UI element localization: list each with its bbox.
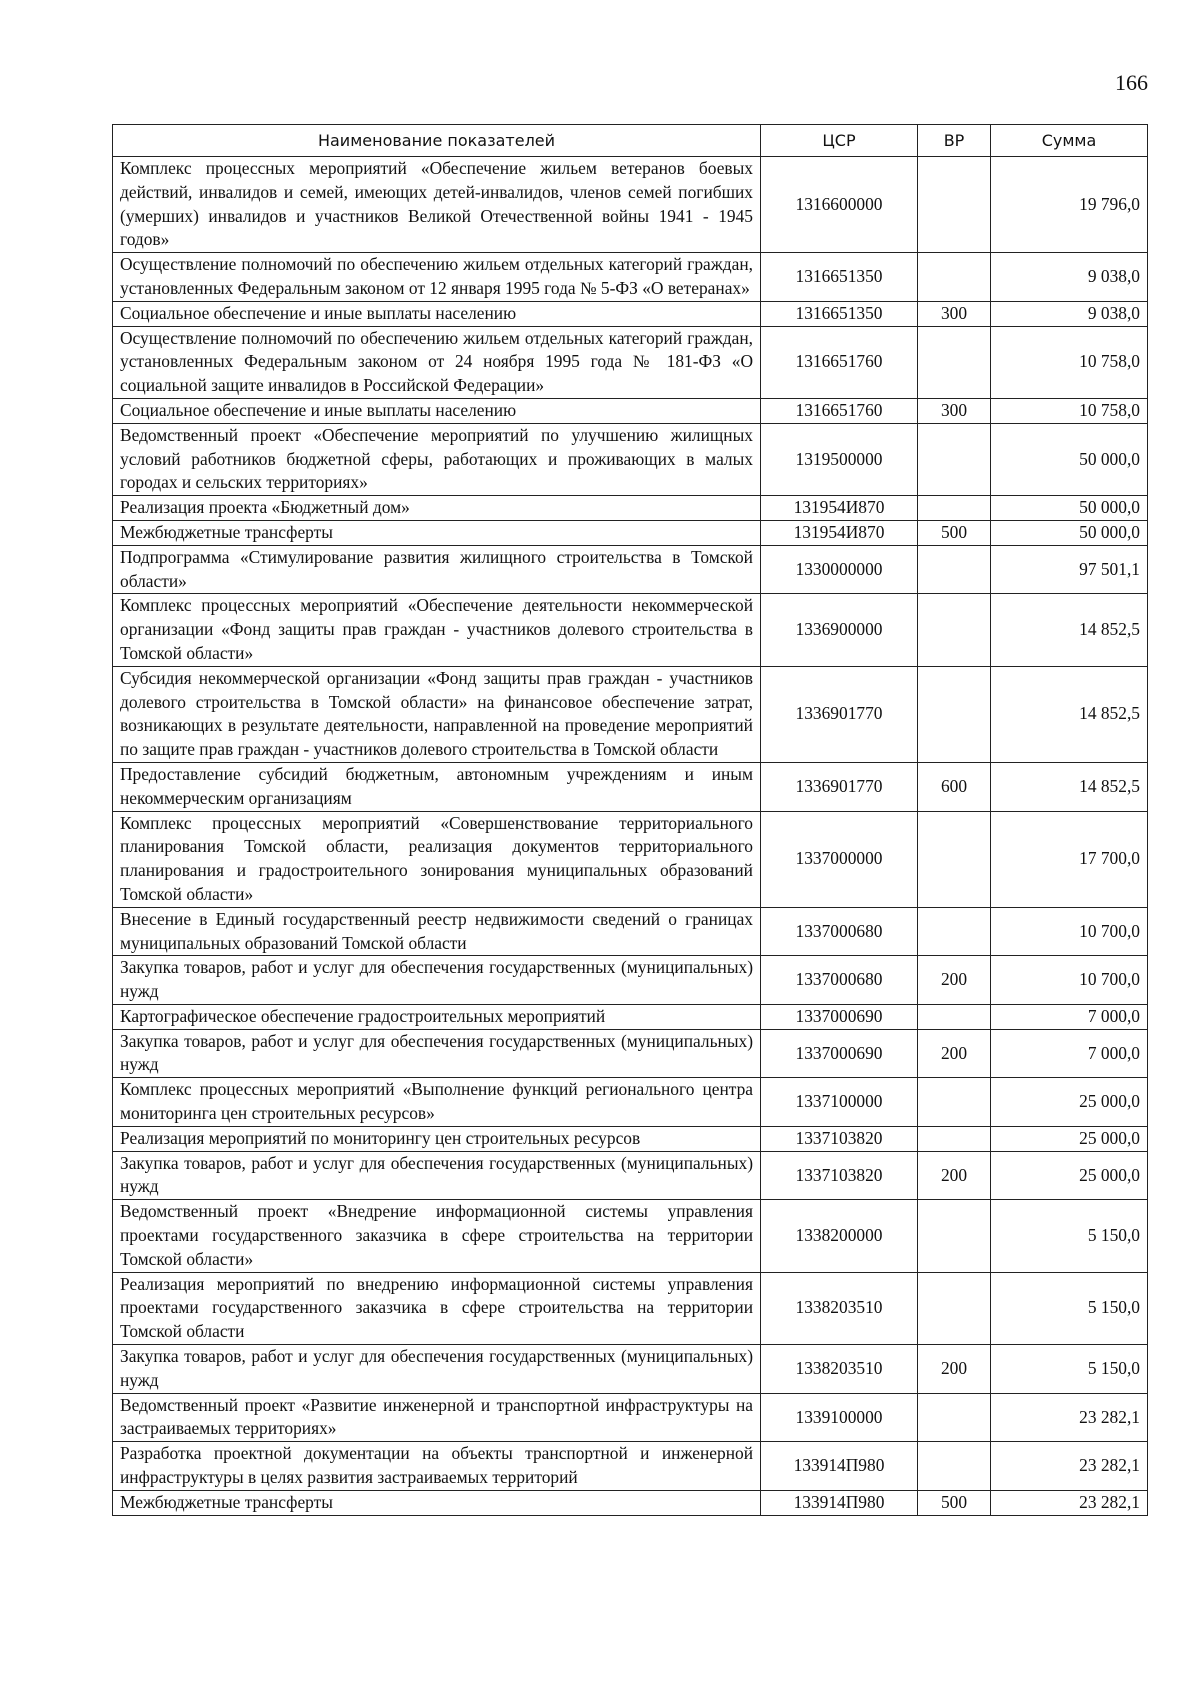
row-vr — [918, 1004, 991, 1029]
row-sum: 25 000,0 — [991, 1126, 1148, 1151]
row-code: 133914П980 — [761, 1442, 918, 1491]
row-code: 1316651760 — [761, 326, 918, 398]
table-row — [113, 1078, 1148, 1127]
row-vr — [918, 1126, 991, 1151]
row-code: 131954И870 — [761, 520, 918, 545]
row-name: Комплекс процессных мероприятий «Выполнение функций регионального центра мониторинга цен строительных ресурсов» — [113, 1078, 761, 1127]
row-name: Закупка товаров, работ и услуг для обеспечения государственных (муниципальных) нужд — [113, 956, 761, 1005]
row-code: 1338203510 — [761, 1345, 918, 1394]
table-row — [113, 1490, 1148, 1515]
table-row — [113, 398, 1148, 423]
row-name: Комплекс процессных мероприятий «Совершенствование территориального планирования Томской области, реализация документов территориального планирования и градостроительного зонирования муниципальных образований Томской области» — [113, 811, 761, 907]
row-vr: 500 — [918, 1490, 991, 1515]
row-vr: 500 — [918, 520, 991, 545]
table-row — [113, 326, 1148, 398]
table-row — [113, 301, 1148, 326]
row-name: Ведомственный проект «Внедрение информационной системы управления проектами государственного заказчика в сфере строительства на территории Томской области» — [113, 1200, 761, 1272]
row-vr — [918, 326, 991, 398]
row-sum: 17 700,0 — [991, 811, 1148, 907]
row-vr: 200 — [918, 1345, 991, 1394]
row-code: 1337000000 — [761, 811, 918, 907]
table-row — [113, 496, 1148, 521]
row-code: 1339100000 — [761, 1393, 918, 1442]
row-code: 1338200000 — [761, 1200, 918, 1272]
row-name: Ведомственный проект «Развитие инженерной и транспортной инфраструктуры на застраиваемых территориях» — [113, 1393, 761, 1442]
row-sum: 7 000,0 — [991, 1029, 1148, 1078]
table-row — [113, 1345, 1148, 1394]
row-vr: 300 — [918, 398, 991, 423]
row-code: 1336900000 — [761, 594, 918, 666]
header-name: Наименование показателей — [113, 125, 761, 157]
row-code: 1316651350 — [761, 301, 918, 326]
row-vr — [918, 496, 991, 521]
row-name: Закупка товаров, работ и услуг для обеспечения государственных (муниципальных) нужд — [113, 1151, 761, 1200]
row-name: Осуществление полномочий по обеспечению жильем отдельных категорий граждан, установленных Федеральным законом от 24 ноября 1995 года № 181-ФЗ «О социальной защите инвалидов в Российской Федерации» — [113, 326, 761, 398]
row-code: 1337000690 — [761, 1029, 918, 1078]
row-vr — [918, 1078, 991, 1127]
table-row — [113, 1200, 1148, 1272]
row-vr — [918, 423, 991, 495]
row-vr — [918, 594, 991, 666]
row-code: 133914П980 — [761, 1490, 918, 1515]
row-vr — [918, 907, 991, 956]
row-sum: 50 000,0 — [991, 496, 1148, 521]
row-sum: 9 038,0 — [991, 253, 1148, 302]
row-vr — [918, 253, 991, 302]
row-name: Картографическое обеспечение градостроительных мероприятий — [113, 1004, 761, 1029]
row-name: Субсидия некоммерческой организации «Фонд защиты прав граждан - участников долевого строительства в Томской области» на финансовое обеспечение затрат, возникающих в результате деятельности, направленной на проведение мероприятий по защите прав граждан - участников долевого строительства в Томской области — [113, 666, 761, 762]
row-code: 1316651350 — [761, 253, 918, 302]
row-name: Подпрограмма «Стимулирование развития жилищного строительства в Томской области» — [113, 545, 761, 594]
table-row — [113, 1029, 1148, 1078]
row-vr — [918, 1272, 991, 1344]
row-name: Межбюджетные трансферты — [113, 520, 761, 545]
row-vr — [918, 545, 991, 594]
row-code: 1330000000 — [761, 545, 918, 594]
row-sum: 10 758,0 — [991, 398, 1148, 423]
row-sum: 97 501,1 — [991, 545, 1148, 594]
row-sum: 10 700,0 — [991, 956, 1148, 1005]
row-sum: 14 852,5 — [991, 762, 1148, 811]
table-row — [113, 907, 1148, 956]
row-sum: 10 758,0 — [991, 326, 1148, 398]
row-vr: 600 — [918, 762, 991, 811]
table-row — [113, 1272, 1148, 1344]
row-name: Межбюджетные трансферты — [113, 1490, 761, 1515]
row-vr: 300 — [918, 301, 991, 326]
table-row — [113, 1442, 1148, 1491]
row-name: Комплекс процессных мероприятий «Обеспечение жильем ветеранов боевых действий, инвалидов и семей, имеющих детей-инвалидов, членов семей погибших (умерших) инвалидов и участников Великой Отечественной войны 1941 - 1945 годов» — [113, 157, 761, 253]
row-name: Закупка товаров, работ и услуг для обеспечения государственных (муниципальных) нужд — [113, 1345, 761, 1394]
table-row — [113, 423, 1148, 495]
row-sum: 50 000,0 — [991, 423, 1148, 495]
row-name: Социальное обеспечение и иные выплаты населению — [113, 301, 761, 326]
table-row — [113, 811, 1148, 907]
row-name: Реализация мероприятий по внедрению информационной системы управления проектами государственного заказчика в сфере строительства на территории Томской области — [113, 1272, 761, 1344]
row-vr: 200 — [918, 1029, 991, 1078]
table-body — [113, 157, 1148, 1516]
row-name: Социальное обеспечение и иные выплаты населению — [113, 398, 761, 423]
row-code: 1337103820 — [761, 1151, 918, 1200]
row-name: Ведомственный проект «Обеспечение мероприятий по улучшению жилищных условий работников бюджетной сферы, работающих и проживающих в малых городах и сельских территориях» — [113, 423, 761, 495]
row-sum: 50 000,0 — [991, 520, 1148, 545]
table-row — [113, 956, 1148, 1005]
row-name: Реализация проекта «Бюджетный дом» — [113, 496, 761, 521]
row-vr: 200 — [918, 956, 991, 1005]
table-row — [113, 1126, 1148, 1151]
page-number: 166 — [1115, 70, 1148, 95]
row-sum: 5 150,0 — [991, 1345, 1148, 1394]
row-sum: 23 282,1 — [991, 1442, 1148, 1491]
row-sum: 14 852,5 — [991, 594, 1148, 666]
row-name: Разработка проектной документации на объекты транспортной и инженерной инфраструктуры в целях развития застраиваемых территорий — [113, 1442, 761, 1491]
row-vr — [918, 1442, 991, 1491]
row-vr — [918, 1200, 991, 1272]
row-sum: 23 282,1 — [991, 1490, 1148, 1515]
row-name: Осуществление полномочий по обеспечению жильем отдельных категорий граждан, установленных Федеральным законом от 12 января 1995 года № 5-ФЗ «О ветеранах» — [113, 253, 761, 302]
budget-table — [112, 124, 1148, 1516]
table-row — [113, 157, 1148, 253]
row-sum: 9 038,0 — [991, 301, 1148, 326]
row-vr: 200 — [918, 1151, 991, 1200]
table-row — [113, 545, 1148, 594]
row-code: 1337000680 — [761, 907, 918, 956]
row-code: 1337103820 — [761, 1126, 918, 1151]
row-code: 1337000690 — [761, 1004, 918, 1029]
row-code: 1316651760 — [761, 398, 918, 423]
row-code: 131954И870 — [761, 496, 918, 521]
table-row — [113, 520, 1148, 545]
row-vr — [918, 1393, 991, 1442]
table-row — [113, 1004, 1148, 1029]
row-name: Предоставление субсидий бюджетным, автономным учреждениям и иным некоммерческим организациям — [113, 762, 761, 811]
row-name: Закупка товаров, работ и услуг для обеспечения государственных (муниципальных) нужд — [113, 1029, 761, 1078]
row-sum: 23 282,1 — [991, 1393, 1148, 1442]
row-code: 1336901770 — [761, 762, 918, 811]
row-sum: 14 852,5 — [991, 666, 1148, 762]
row-code: 1337000680 — [761, 956, 918, 1005]
row-sum: 25 000,0 — [991, 1151, 1148, 1200]
row-name: Комплекс процессных мероприятий «Обеспечение деятельности некоммерческой организации «Фонд защиты прав граждан - участников долевого строительства в Томской области» — [113, 594, 761, 666]
header-vr: ВР — [918, 125, 991, 157]
table-row — [113, 1151, 1148, 1200]
table-row — [113, 666, 1148, 762]
header-code: ЦСР — [761, 125, 918, 157]
row-code: 1336901770 — [761, 666, 918, 762]
row-sum: 10 700,0 — [991, 907, 1148, 956]
table-header-row — [113, 125, 1148, 157]
table-row — [113, 1393, 1148, 1442]
table-row — [113, 594, 1148, 666]
row-code: 1319500000 — [761, 423, 918, 495]
row-sum: 5 150,0 — [991, 1272, 1148, 1344]
row-sum: 7 000,0 — [991, 1004, 1148, 1029]
table-row — [113, 253, 1148, 302]
row-vr — [918, 666, 991, 762]
row-vr — [918, 157, 991, 253]
row-sum: 5 150,0 — [991, 1200, 1148, 1272]
row-vr — [918, 811, 991, 907]
row-code: 1338203510 — [761, 1272, 918, 1344]
row-code: 1316600000 — [761, 157, 918, 253]
header-sum: Сумма — [991, 125, 1148, 157]
table-row — [113, 762, 1148, 811]
row-sum: 19 796,0 — [991, 157, 1148, 253]
row-code: 1337100000 — [761, 1078, 918, 1127]
row-name: Внесение в Единый государственный реестр недвижимости сведений о границах муниципальных образований Томской области — [113, 907, 761, 956]
row-name: Реализация мероприятий по мониторингу цен строительных ресурсов — [113, 1126, 761, 1151]
row-sum: 25 000,0 — [991, 1078, 1148, 1127]
